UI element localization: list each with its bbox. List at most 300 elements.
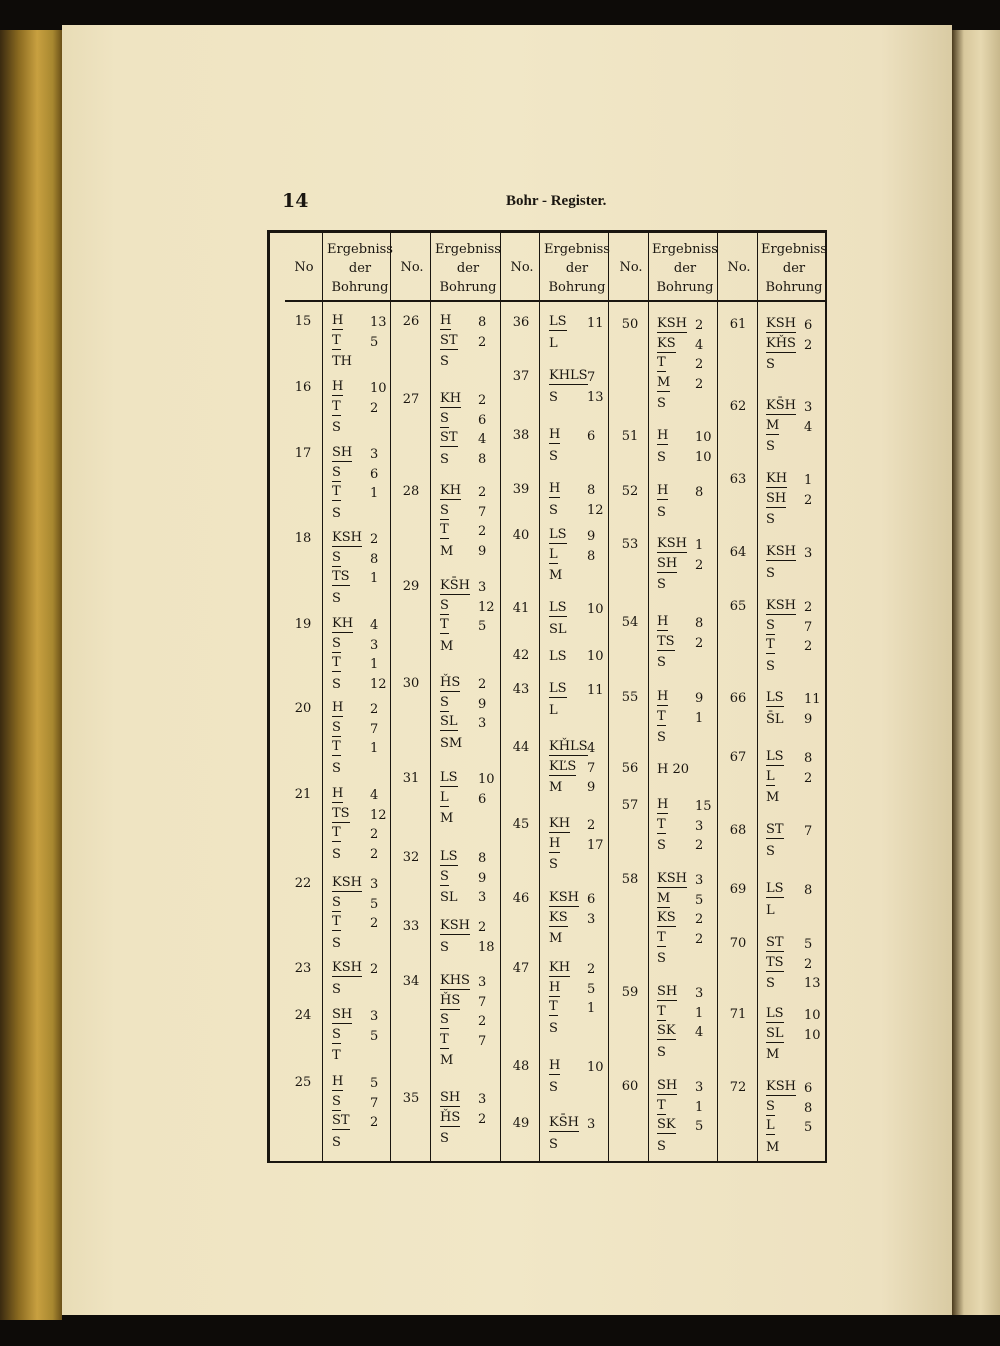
thickness-value: 2	[804, 956, 813, 972]
rock-code: SH	[332, 445, 353, 460]
column-rule	[608, 232, 609, 1163]
rock-code: KSH	[332, 960, 362, 975]
header-line: Ergebniss	[652, 242, 718, 257]
result-line	[762, 491, 822, 510]
thickness-value: 2	[804, 337, 813, 353]
thickness-value: 2	[804, 492, 813, 508]
rock-code: S	[766, 565, 775, 581]
thickness-value: 7	[370, 1095, 379, 1111]
thickness-value: 5	[695, 892, 704, 908]
rock-code: S	[332, 590, 341, 606]
entry-number: 63	[729, 472, 747, 487]
column-rule	[717, 232, 718, 1163]
thickness-value: 12	[587, 502, 604, 518]
result-line	[762, 1045, 822, 1064]
rock-code: S	[332, 635, 341, 651]
result-line	[653, 891, 713, 910]
rock-code: TS	[332, 805, 350, 821]
result-line	[545, 759, 605, 778]
result-line	[653, 355, 713, 374]
rock-code: KS	[657, 910, 676, 925]
result-line	[328, 825, 388, 844]
thickness-value: 6	[587, 892, 596, 907]
rock-code: S	[657, 951, 666, 966]
result-line	[653, 817, 713, 836]
thickness-value: 6	[587, 429, 596, 444]
result-line	[436, 617, 496, 636]
thickness-value: 10	[695, 430, 712, 445]
page-number: 14	[282, 190, 309, 212]
result-line	[653, 1078, 713, 1097]
result-line	[545, 368, 605, 387]
thickness-value: 6	[804, 318, 813, 333]
result-line	[545, 314, 605, 333]
result-line	[762, 355, 822, 374]
rock-code: S	[549, 857, 558, 872]
result-line	[653, 556, 713, 575]
rock-code: KHLS	[549, 368, 588, 383]
thickness-value: 6	[478, 412, 487, 428]
rock-code: ST	[766, 822, 784, 837]
rock-code: KSH	[332, 530, 362, 545]
header-ergebniss	[324, 240, 396, 297]
result-line	[653, 910, 713, 929]
header-line: Ergebniss	[435, 242, 501, 257]
result-line	[328, 1113, 388, 1132]
entry-number: 37	[512, 369, 530, 384]
rock-code: S	[440, 597, 449, 613]
thickness-value: 2	[370, 1115, 379, 1130]
entry-number: 41	[512, 601, 530, 616]
thickness-value: 10	[587, 649, 604, 664]
entry-number: 55	[621, 690, 639, 705]
entry-number: 26	[402, 314, 420, 329]
thickness-value: 5	[370, 1028, 379, 1044]
header-no: No.	[510, 260, 534, 275]
entry-number: 39	[512, 482, 530, 497]
header-line: Bohrung	[439, 280, 497, 295]
result-line	[762, 398, 822, 417]
thickness-value: 10	[804, 1027, 821, 1043]
result-line	[762, 437, 822, 456]
result-line	[762, 1099, 822, 1118]
thickness-value: 2	[370, 400, 379, 416]
entry-number: 38	[512, 428, 530, 443]
rock-code: H	[657, 428, 669, 443]
thickness-value: 10	[587, 602, 604, 617]
rock-code: M	[766, 1139, 780, 1155]
result-line	[762, 769, 822, 788]
result-line	[545, 960, 605, 979]
header-no: No.	[400, 260, 424, 275]
thickness-value: 1	[804, 473, 813, 488]
entry-number: 31	[402, 771, 420, 786]
thickness-value: 3	[478, 716, 487, 731]
thickness-value: 2	[478, 524, 487, 539]
thickness-value: 13	[587, 389, 604, 405]
result-line	[545, 855, 605, 874]
rock-code: T	[440, 617, 449, 632]
rock-code: SK	[657, 1023, 676, 1038]
result-line	[436, 430, 496, 449]
thickness-value: 1	[370, 741, 379, 756]
thickness-value: 4	[370, 788, 379, 803]
rock-code: L	[766, 1118, 775, 1133]
result-line	[545, 816, 605, 835]
entry-number: 42	[512, 648, 530, 663]
entry-number: 44	[512, 740, 530, 755]
thickness-value: 7	[587, 370, 596, 385]
rock-code: S	[657, 396, 666, 411]
rock-code: H 20	[657, 762, 690, 777]
rock-code: S	[766, 843, 775, 859]
facing-page-edge	[952, 30, 1000, 1315]
rock-code: SH	[657, 984, 678, 999]
rock-code: KH	[332, 616, 354, 631]
entry-number: 59	[621, 985, 639, 1000]
rock-code: KSH	[766, 598, 796, 613]
rock-code: M	[657, 890, 671, 906]
rock-code: H	[549, 979, 561, 995]
rock-code: LS	[549, 600, 567, 615]
result-line	[436, 770, 496, 789]
rock-code: ST	[440, 332, 458, 348]
result-line	[545, 910, 605, 929]
column-rule	[500, 232, 501, 1163]
result-line	[328, 1133, 388, 1152]
result-line	[328, 569, 388, 588]
rock-code: S	[657, 1044, 666, 1060]
thickness-value: 3	[804, 400, 813, 415]
thickness-value: 5	[370, 334, 379, 350]
result-line	[328, 1074, 388, 1093]
entry-number: 32	[402, 850, 420, 865]
rock-code: S	[440, 1131, 449, 1146]
rock-code: S	[440, 451, 449, 467]
rock-code: H	[332, 1074, 344, 1089]
thickness-value: 11	[587, 683, 604, 698]
result-line	[436, 809, 496, 828]
result-line	[436, 973, 496, 992]
entry-number: 51	[621, 429, 639, 444]
entry-number: 19	[294, 617, 312, 632]
result-line	[545, 1058, 605, 1077]
rock-code: M	[440, 638, 454, 654]
thickness-value: 3	[370, 1009, 379, 1024]
result-line	[328, 313, 388, 332]
rock-code: T	[549, 999, 558, 1014]
thickness-value: 3	[587, 911, 596, 927]
header-rule	[285, 300, 827, 302]
header-line: der	[782, 261, 806, 276]
rock-code: S	[332, 1093, 341, 1109]
thickness-value: 10	[478, 772, 495, 787]
result-line	[762, 842, 822, 861]
thickness-value: 8	[695, 616, 704, 631]
rock-code: S	[332, 549, 341, 565]
rock-code: M	[657, 374, 671, 390]
rock-code: ȞS	[440, 675, 461, 690]
result-line	[436, 734, 496, 753]
result-line	[436, 598, 496, 617]
thickness-value: 9	[478, 543, 487, 559]
thickness-value: 7	[804, 619, 813, 635]
rock-code: S	[657, 838, 666, 853]
rock-code: T	[657, 929, 666, 945]
rock-code: M	[766, 1047, 780, 1062]
rock-code: S	[657, 577, 666, 592]
result-line	[762, 564, 822, 583]
thickness-value: 8	[695, 485, 704, 500]
thickness-value: 4	[478, 432, 487, 447]
rock-code: H	[549, 1058, 561, 1073]
thickness-value: 9	[478, 696, 487, 712]
rock-code: S	[332, 719, 341, 735]
entry-number: 48	[512, 1059, 530, 1074]
rock-code: M	[440, 543, 454, 559]
book-spine-edge	[0, 30, 62, 1320]
result-line	[762, 710, 822, 729]
column-rule	[757, 232, 758, 1163]
entry-number: 28	[402, 484, 420, 499]
result-line	[436, 352, 496, 371]
thickness-value: 11	[587, 316, 604, 331]
header-no: No	[294, 260, 314, 275]
thickness-value: 5	[587, 981, 596, 997]
result-line	[545, 481, 605, 500]
rock-code: S	[440, 502, 449, 518]
rock-code: KSH	[657, 536, 687, 551]
thickness-value: 2	[478, 677, 487, 692]
result-line	[436, 938, 496, 957]
result-line	[653, 1098, 713, 1117]
rock-code: LS	[549, 314, 567, 329]
thickness-value: 7	[587, 760, 596, 776]
thickness-value: 1	[695, 710, 704, 726]
rock-code: S	[766, 658, 775, 674]
result-line	[436, 313, 496, 332]
rock-code: L	[549, 335, 558, 351]
result-line	[328, 333, 388, 352]
result-line	[545, 778, 605, 797]
thickness-value: 7	[478, 994, 487, 1010]
result-line	[545, 980, 605, 999]
thickness-value: 7	[370, 721, 379, 737]
result-line	[653, 394, 713, 413]
thickness-value: 2	[695, 357, 704, 372]
entry-number: 53	[621, 537, 639, 552]
thickness-value: 1	[587, 1001, 596, 1016]
thickness-value: 2	[370, 916, 379, 931]
rock-code: T	[332, 914, 341, 929]
rock-code: KSH	[766, 544, 796, 559]
rock-code: T	[440, 1031, 449, 1047]
rock-code: KĽS	[549, 758, 577, 774]
result-line	[762, 418, 822, 437]
rock-code: SH	[657, 555, 678, 571]
thickness-value: 2	[695, 912, 704, 927]
rock-code: M	[766, 790, 780, 805]
rock-code: T	[332, 332, 341, 348]
thickness-value: 7	[478, 1033, 487, 1049]
rock-code: KȞS	[766, 335, 796, 351]
rock-code: H	[549, 835, 561, 851]
rock-code: S	[657, 449, 666, 465]
header-line: Bohrung	[331, 280, 389, 295]
result-line	[328, 655, 388, 674]
rock-code: S	[440, 868, 449, 884]
rock-code: S	[332, 894, 341, 910]
entry-number: 72	[729, 1080, 747, 1095]
rock-code: H	[549, 427, 561, 442]
entry-number: 58	[621, 872, 639, 887]
rock-code: L	[549, 546, 558, 562]
result-line	[328, 700, 388, 719]
rock-code: S	[440, 354, 449, 369]
thickness-value: 9	[587, 529, 596, 544]
entry-number: 43	[512, 682, 530, 697]
rock-code: KS̄H	[766, 398, 796, 413]
entry-number: 66	[729, 691, 747, 706]
entry-number: 25	[294, 1075, 312, 1090]
result-line	[653, 1043, 713, 1062]
result-line	[762, 749, 822, 768]
thickness-value: 2	[478, 485, 487, 500]
result-line	[762, 657, 822, 676]
result-line	[328, 1027, 388, 1046]
thickness-value: 1	[695, 1099, 704, 1115]
result-line	[545, 1135, 605, 1154]
result-line	[653, 949, 713, 968]
thickness-value: 2	[370, 962, 379, 977]
thickness-value: 2	[695, 557, 704, 573]
rock-code: SL	[440, 714, 458, 729]
rock-code: KS̄H	[549, 1115, 579, 1130]
entry-number: 61	[729, 317, 747, 332]
rock-code: KSH	[766, 1079, 796, 1094]
thickness-value: 2	[478, 334, 487, 350]
result-line	[762, 690, 822, 709]
thickness-value: 8	[587, 548, 596, 564]
result-line	[653, 375, 713, 394]
entry-number: 69	[729, 882, 747, 897]
header-no: No.	[619, 260, 643, 275]
thickness-value: 10	[587, 1060, 604, 1075]
rock-code: S	[657, 730, 666, 745]
thickness-value: 3	[587, 1117, 596, 1132]
rock-code: ST	[766, 935, 784, 950]
result-line	[328, 530, 388, 549]
thickness-value: 6	[804, 1081, 813, 1096]
thickness-value: 8	[804, 883, 813, 898]
result-line	[328, 934, 388, 953]
rock-code: S	[440, 939, 449, 955]
entry-number: 18	[294, 531, 312, 546]
result-line	[653, 797, 713, 816]
thickness-value: 7	[478, 504, 487, 520]
header-line: Ergebniss	[327, 242, 393, 257]
result-line	[545, 1115, 605, 1134]
rock-code: KSH	[549, 890, 579, 905]
result-line	[653, 1117, 713, 1136]
result-line	[436, 522, 496, 541]
result-line	[762, 544, 822, 563]
result-line	[653, 1004, 713, 1023]
result-line	[328, 550, 388, 569]
rock-code: KH	[549, 960, 571, 975]
rock-code: S	[549, 1020, 558, 1036]
entry-number: 54	[621, 615, 639, 630]
entry-number: 70	[729, 936, 747, 951]
rock-code: S	[440, 410, 449, 426]
rock-code: S	[440, 1012, 449, 1027]
entry-number: 34	[402, 974, 420, 989]
rock-code: SK	[657, 1117, 676, 1132]
rock-code: S	[766, 512, 775, 527]
thickness-value: 2	[695, 838, 704, 853]
thickness-value: 4	[804, 419, 813, 435]
rock-code: S	[549, 389, 558, 405]
result-line	[436, 450, 496, 469]
rock-code: S	[332, 420, 341, 435]
entry-number: 20	[294, 701, 312, 716]
result-line	[653, 336, 713, 355]
thickness-value: 3	[478, 975, 487, 990]
rock-code: LS	[549, 681, 567, 696]
thickness-value: 8	[370, 551, 379, 567]
result-line	[436, 1012, 496, 1031]
thickness-value: 2	[478, 393, 487, 408]
result-line	[545, 701, 605, 720]
rock-code: M	[440, 1053, 454, 1068]
thickness-value: 2	[478, 1111, 487, 1127]
rock-code: ST	[440, 430, 458, 445]
rock-code: KH	[766, 471, 788, 486]
thickness-value: 4	[587, 741, 596, 756]
thickness-value: 3	[478, 1092, 487, 1107]
rock-code: T	[657, 708, 666, 724]
result-line	[545, 600, 605, 619]
rock-code: S	[332, 676, 341, 692]
entry-number: 27	[402, 392, 420, 407]
rock-code: M	[766, 417, 780, 433]
result-line	[653, 728, 713, 747]
result-line	[545, 566, 605, 585]
rock-code: SM	[440, 735, 463, 751]
entry-number: 45	[512, 817, 530, 832]
result-line	[545, 547, 605, 566]
result-line	[436, 714, 496, 733]
result-line	[328, 465, 388, 484]
header-ergebniss	[758, 240, 830, 297]
rock-code: LS	[766, 749, 784, 764]
result-line	[545, 620, 605, 639]
thickness-value: 10	[370, 381, 387, 396]
thickness-value: 8	[478, 851, 487, 866]
result-line	[328, 418, 388, 437]
header-line: Bohrung	[656, 280, 714, 295]
result-line	[653, 614, 713, 633]
result-line	[436, 1051, 496, 1070]
rock-code: T	[332, 655, 341, 670]
column-rule	[648, 232, 649, 1163]
result-line	[762, 510, 822, 529]
thickness-value: 2	[370, 846, 379, 862]
result-line	[328, 895, 388, 914]
result-line	[436, 483, 496, 502]
thickness-value: 9	[804, 711, 813, 727]
entry-number: 65	[729, 599, 747, 614]
